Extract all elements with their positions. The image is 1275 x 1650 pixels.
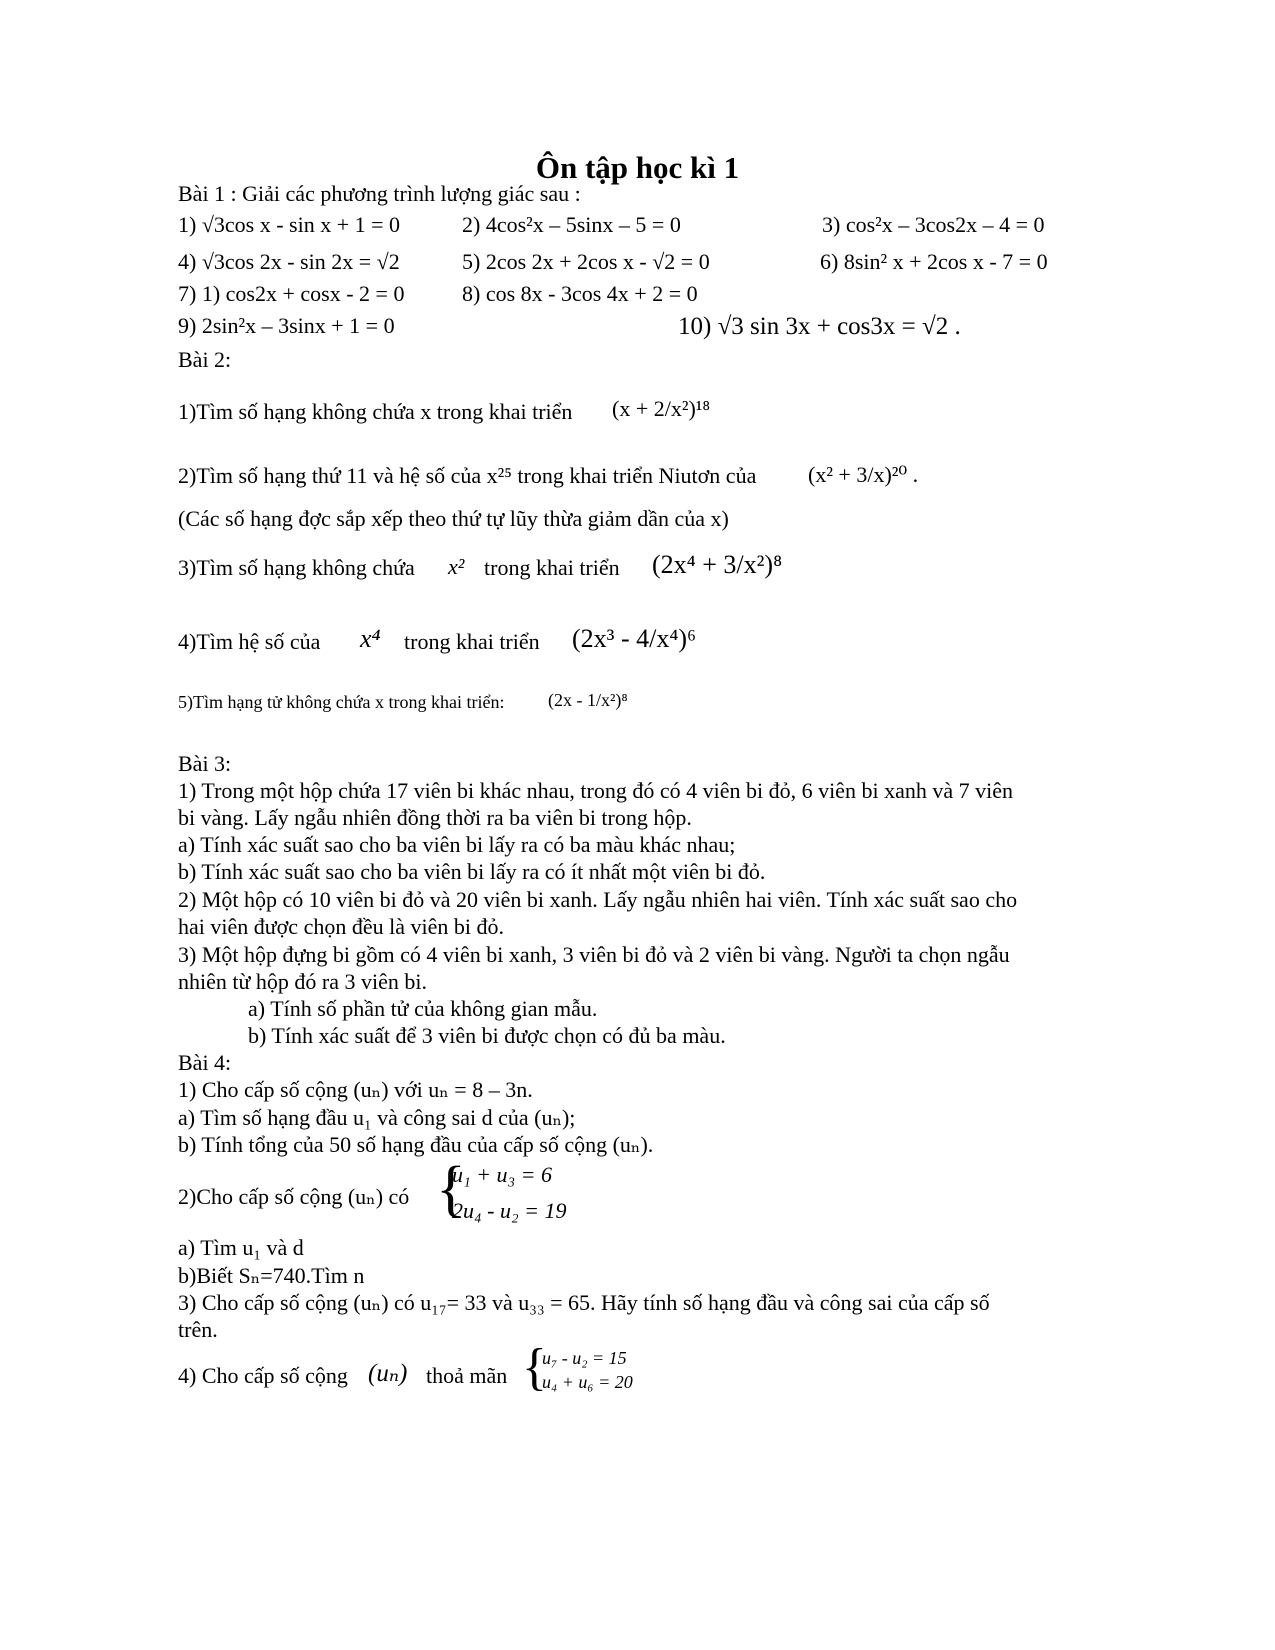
bai1-eq8: 8) cos 8x - 3cos 4x + 2 = 0 <box>462 281 698 306</box>
bai2-q4-tail: trong khai triển <box>404 629 540 654</box>
bai3-line8: nhiên từ hộp đó ra 3 viên bi. <box>178 969 427 994</box>
bai1-eq1: 1) √3cos x - sin x + 1 = 0 <box>178 212 401 237</box>
bai2-q3: 3)Tìm số hạng không chứa <box>178 555 415 580</box>
bai1-eq4: 4) √3cos 2x - sin 2x = √2 <box>178 249 400 274</box>
bai4-heading: Bài 4: <box>178 1050 232 1075</box>
bai4-line7: 3) Cho cấp số cộng (uₙ) có u₁₇= 33 và u₃₃ = 65. Hãy tính số hạng đầu và công sai của cấp số <box>178 1290 990 1315</box>
bai3-line2: bi vàng. Lấy ngẫu nhiên đồng thời ra ba viên bi trong hộp. <box>178 805 692 830</box>
system1-eq-a: u₁ + u₃ = 6 <box>452 1162 552 1187</box>
bai3-line4: b) Tính xác suất sao cho ba viên bi lấy ra có ít nhất một viên bi đỏ. <box>178 859 766 884</box>
bai1-eq6: 6) 8sin² x + 2cos x - 7 = 0 <box>820 249 1048 274</box>
bai1-eq9: 9) 2sin²x – 3sinx + 1 = 0 <box>178 313 395 338</box>
bai2-q5-expr: (2x - 1/x²)⁸ <box>548 690 628 710</box>
bai4-line9-var: (uₙ) <box>368 1360 408 1387</box>
bai3-line10: b) Tính xác suất để 3 viên bi được chọn có đủ ba màu. <box>248 1023 726 1048</box>
bai3-line3: a) Tính xác suất sao cho ba viên bi lấy ra có ba màu khác nhau; <box>178 832 736 857</box>
system2-brace: { <box>522 1339 547 1396</box>
bai4-line8: trên. <box>178 1317 218 1342</box>
system1-brace: { <box>436 1155 466 1223</box>
page-title: Ôn tập học kì 1 <box>535 150 740 185</box>
bai4-line6: b)Biết Sₙ=740.Tìm n <box>178 1263 365 1288</box>
bai1-eq10: 10) √3 sin 3x + cos3x = √2 . <box>678 313 961 340</box>
bai2-q5: 5)Tìm hạng tử không chứa x trong khai triển: <box>178 692 505 712</box>
bai2-q1: 1)Tìm số hạng không chứa x trong khai triển <box>178 399 573 424</box>
bai2-q3-var: x² <box>448 554 465 579</box>
bai4-line9-tail: thoả mãn <box>426 1363 508 1388</box>
bai2-q4-expr: (2x³ - 4/x⁴)⁶ <box>572 624 697 653</box>
bai2-heading: Bài 2: <box>178 347 232 372</box>
bai3-line1: 1) Trong một hộp chứa 17 viên bi khác nhau, trong đó có 4 viên bi đỏ, 6 viên bi xanh và 7 viên <box>178 778 1013 803</box>
bai1-eq5: 5) 2cos 2x + 2cos x - √2 = 0 <box>462 249 710 274</box>
bai2-q4-var: x⁴ <box>360 624 381 653</box>
bai2-q1-expr: (x + 2/x²)¹⁸ <box>612 396 711 421</box>
bai3-line6: hai viên được chọn đều là viên bi đỏ. <box>178 914 504 939</box>
bai2-q3-tail: trong khai triển <box>484 555 620 580</box>
bai4-line4: 2)Cho cấp số cộng (uₙ) có <box>178 1184 410 1209</box>
bai4-line5: a) Tìm u₁ và d <box>178 1235 304 1260</box>
system2-eq-b: u₄ + u₆ = 20 <box>542 1372 633 1392</box>
bai3-heading: Bài 3: <box>178 751 232 776</box>
bai4-line3: b) Tính tổng của 50 số hạng đầu của cấp số cộng (uₙ). <box>178 1132 654 1157</box>
bai2-q4: 4)Tìm hệ số của <box>178 629 321 654</box>
system1-eq-b: 2u₄ - u₂ = 19 <box>452 1198 567 1223</box>
bai2-q3-expr: (2x⁴ + 3/x²)⁸ <box>652 550 783 579</box>
bai1-eq3: 3) cos²x – 3cos2x – 4 = 0 <box>822 212 1045 237</box>
bai2-q2-expr: (x² + 3/x)²⁰ . <box>808 462 919 487</box>
bai1-eq7: 7) 1) cos2x + cosx - 2 = 0 <box>178 281 405 306</box>
bai2-q2-note: (Các số hạng đợc sắp xếp theo thứ tự lũy thừa giảm dần của x) <box>178 506 729 531</box>
system2-eq-a: u₇ - u₂ = 15 <box>542 1348 627 1368</box>
bai4-line1: 1) Cho cấp số cộng (uₙ) với uₙ = 8 – 3n. <box>178 1077 533 1102</box>
bai2-q2: 2)Tìm số hạng thứ 11 và hệ số của x²⁵ trong khai triển Niutơn của <box>178 463 757 488</box>
bai3-line7: 3) Một hộp đựng bi gồm có 4 viên bi xanh, 3 viên bi đỏ và 2 viên bi vàng. Người ta chọn ngẫu <box>178 942 1010 967</box>
bai4-line2: a) Tìm số hạng đầu u₁ và công sai d của (uₙ); <box>178 1105 576 1130</box>
bai1-eq2: 2) 4cos²x – 5sinx – 5 = 0 <box>462 212 681 237</box>
bai3-line9: a) Tính số phần tử của không gian mẫu. <box>248 996 598 1021</box>
bai4-line9: 4) Cho cấp số cộng <box>178 1363 348 1388</box>
bai1-heading: Bài 1 : Giải các phương trình lượng giác sau : <box>178 181 581 206</box>
bai3-line5: 2) Một hộp có 10 viên bi đỏ và 20 viên bi xanh. Lấy ngẫu nhiên hai viên. Tính xác suất sao cho <box>178 887 1018 912</box>
